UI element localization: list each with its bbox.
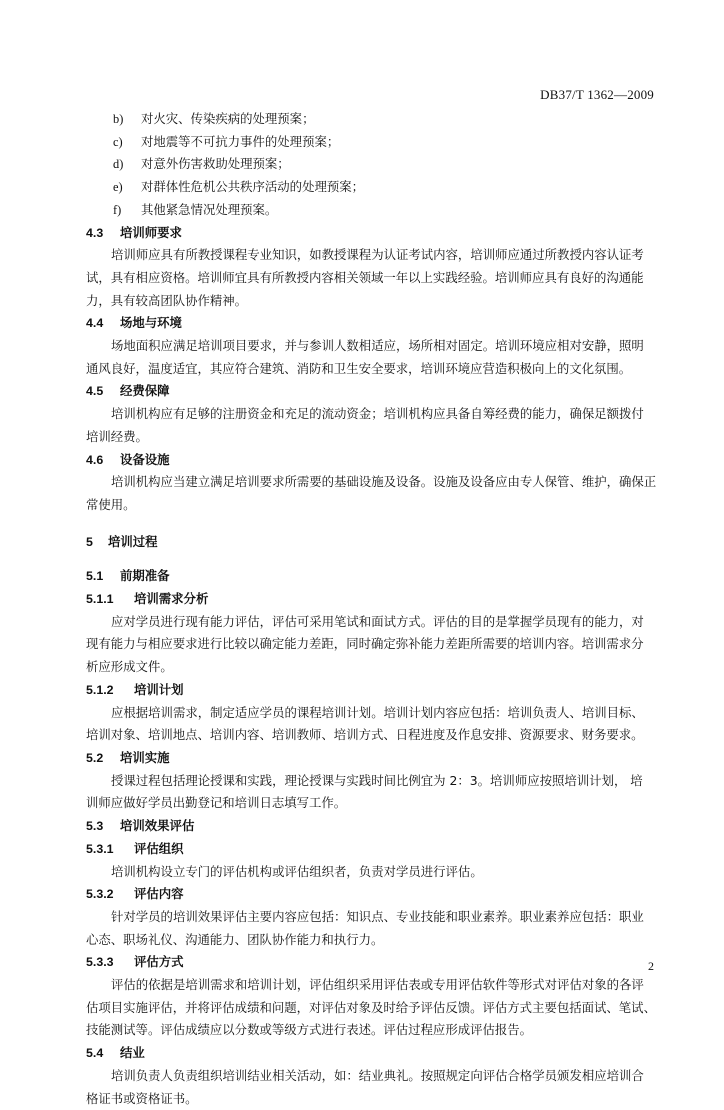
section-5-1-1-line: 应对学员进行现有能力评估，评估可采用笔试和面试方式。评估的目的是掌握学员现有的能力，对 (111, 613, 644, 629)
section-5-1-1-heading: 5.1.1 培训需求分析 (86, 591, 209, 607)
section-5-heading: 5 培训过程 (86, 533, 158, 549)
section-5-3-2-line: 针对学员的培训效果评估主要内容应包括：知识点、专业技能和职业素养。职业素养应包括：职业 (111, 908, 644, 924)
list-item-b: b) 对火灾、传染疾病的处理预案； (113, 111, 315, 126)
document-body (86, 108, 664, 1110)
section-4-4-line: 通风良好，温度适宜，其应符合建筑、消防和卫生安全要求，培训环境应营造积极向上的文化氛围。 (86, 360, 632, 376)
list-item-e: e) 对群体性危机公共秩序活动的处理预案； (113, 179, 365, 195)
section-5-1-1-line: 析应形成文件。 (86, 659, 173, 675)
section-4-5-heading: 4.5 经费保障 (86, 383, 170, 399)
section-5-4-line: 培训负责人负责组织培训结业相关活动，如：结业典礼。按照规定向评估合格学员颁发相应培训合 (111, 1067, 644, 1083)
section-4-3-line: 培训师应具有所教授课程专业知识，如教授课程为认证考试内容，培训师应通过所教授内容认证考 (111, 247, 644, 263)
section-4-6-heading: 4.6 设备设施 (86, 451, 170, 467)
section-4-5-line: 培训经费。 (86, 428, 148, 444)
section-4-4-heading: 4.4 场地与环境 (86, 315, 182, 331)
section-5-3-3-line: 技能测试等。评估成绩应以分数或等级方式进行表述。评估过程应形成评估报告。 (86, 1022, 533, 1038)
section-4-5-line: 培训机构应有足够的注册资金和充足的流动资金；培训机构应具备自筹经费的能力，确保足额拨付 (111, 406, 644, 422)
page-number: 2 (648, 959, 654, 973)
section-4-4-line: 场地面积应满足培训项目要求，并与参训人数相适应，场所相对固定。培训环境应相对安静，照明 (111, 338, 644, 354)
section-5-3-1-heading: 5.3.1 评估组织 (86, 840, 184, 856)
section-4-3-line: 力，具有较高团队协作精神。 (86, 292, 248, 308)
document-code: DB37/T 1362—2009 (540, 87, 654, 102)
section-4-6-line: 培训机构应当建立满足培训要求所需要的基础设施及设备。设施及设备应由专人保管、维护，确保正 (111, 474, 657, 490)
section-5-1-2-line: 应根据培训需求，制定适应学员的课程培训计划。培训计划内容应包括：培训负责人、培训目标、 (111, 704, 644, 720)
section-5-3-2-line: 心态、职场礼仪、沟通能力、团队协作能力和执行力。 (86, 931, 384, 947)
section-5-4-line: 格证书或资格证书。 (86, 1090, 198, 1106)
section-5-2-heading: 5.2 培训实施 (86, 749, 170, 765)
section-5-4-heading: 5.4 结业 (86, 1045, 145, 1061)
section-4-3-line: 试，具有相应资格。培训师宜具有所教授内容相关领域一年以上实践经验。培训师应具有良好的沟通能 (86, 269, 644, 285)
section-5-1-2-heading: 5.1.2 培训计划 (86, 681, 184, 697)
section-5-2-line: 授课过程包括理论授课和实践，理论授课与实践时间比例宜为 2：3。培训师应按照培训计划， 培 (111, 772, 643, 788)
section-5-1-1-line: 现有能力与相应要求进行比较以确定能力差距，同时确定弥补能力差距所需要的培训内容。培训需求分 (86, 636, 644, 652)
section-4-6-line: 常使用。 (86, 496, 136, 512)
list-item-f: f) 其他紧急情况处理预案。 (113, 201, 278, 217)
section-5-1-2-line: 培训对象、培训地点、培训内容、培训教师、培训方式、日程进度及作息安排、资源要求、财务要求。 (86, 727, 644, 743)
section-5-3-3-line: 估项目实施评估，并将评估成绩和问题，对评估对象及时给予评估反馈。评估方式主要包括面试、笔试、 (86, 999, 656, 1015)
section-5-3-3-line: 评估的依据是培训需求和培训计划，评估组织采用评估表或专用评估软件等形式对评估对象的各评 (111, 977, 644, 993)
section-5-3-2-heading: 5.3.2 评估内容 (86, 886, 184, 902)
section-4-3-heading: 4.3 培训师要求 (86, 224, 182, 240)
section-5-1-heading: 5.1 前期准备 (86, 568, 170, 584)
section-5-2-line: 训师应做好学员出勤登记和培训日志填写工作。 (86, 795, 347, 811)
list-item-d: d) 对意外伤害救助处理预案； (113, 156, 290, 172)
section-5-3-heading: 5.3 培训效果评估 (86, 818, 195, 834)
list-item-c: c) 对地震等不可抗力事件的处理预案； (113, 133, 340, 149)
section-5-3-3-heading: 5.3.3 评估方式 (86, 954, 184, 970)
section-5-3-1-line: 培训机构设立专门的评估机构或评估组织者，负责对学员进行评估。 (111, 863, 483, 879)
